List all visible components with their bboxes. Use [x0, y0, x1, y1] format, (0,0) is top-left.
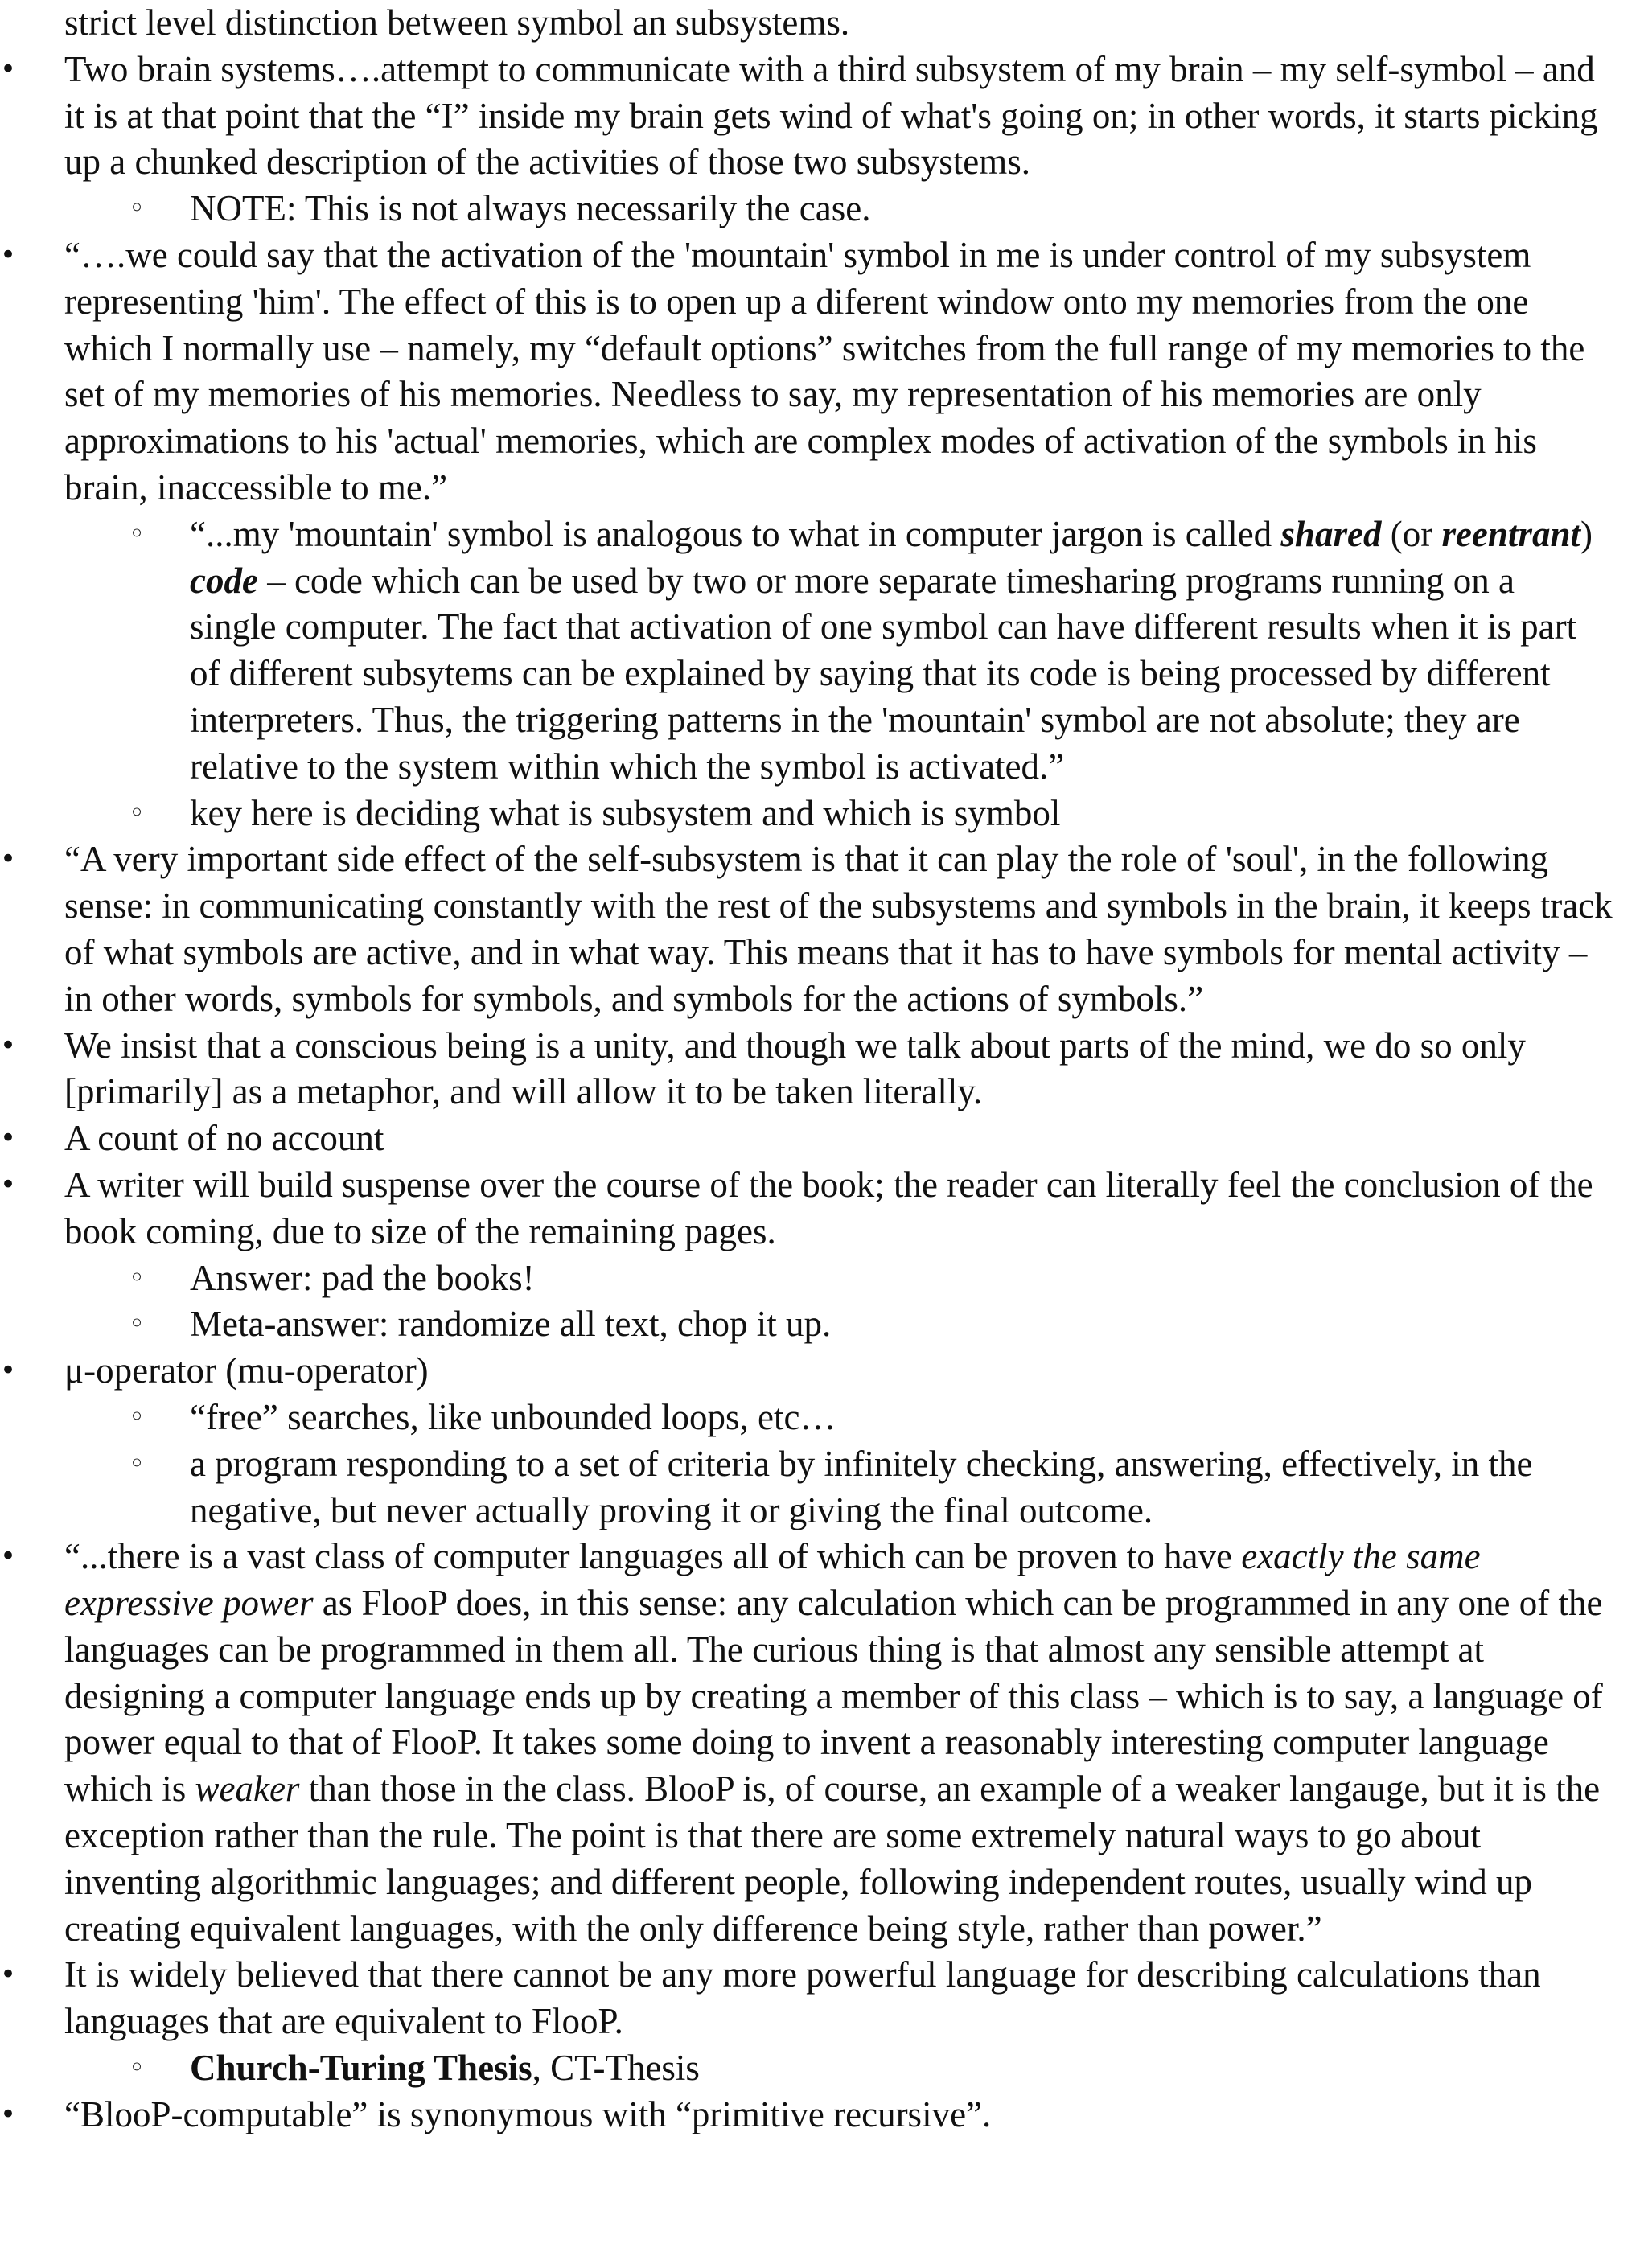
- bullet-icon: •: [0, 1168, 17, 1201]
- sub-list-item-text: [190, 514, 1593, 787]
- bold-church-turing: Church-Turing Thesis: [190, 2048, 532, 2089]
- text-run: “...my 'mountain' symbol is analogous to what in computer jargon is called: [190, 513, 1281, 554]
- sub-list-item: [64, 2045, 1620, 2092]
- sub-list-item-text: [190, 2048, 700, 2088]
- list-item: [0, 2092, 1644, 2139]
- list-item: [0, 1162, 1644, 1348]
- emphasis-reentrant: reentrant: [1441, 513, 1580, 554]
- text-run: , CT-Thesis: [532, 2048, 700, 2089]
- list-item-text: [64, 1536, 1603, 1948]
- sub-bullet-icon: ◦: [129, 1308, 146, 1341]
- bullet-icon: •: [0, 238, 17, 271]
- bullet-icon: •: [0, 843, 17, 876]
- sub-bullet-icon: ◦: [129, 2052, 146, 2085]
- sub-list: [64, 1255, 1620, 1349]
- sub-list-item: [64, 1301, 1620, 1348]
- sub-list-item-text: Meta-answer: randomize all text, chop it up.: [190, 1304, 832, 1345]
- text-run: – code which can be used by two or more separate timesharing programs running on a single computer. The fact that activation of one symbol can have different results when it is part of different subsytems can be explained by saying that its code is being processed by different interpreters. Thus, the triggering patterns in the 'mountain' symbol are not absolute; they are relative to the system within which the symbol is activated.”: [190, 560, 1577, 787]
- sub-list-item: [64, 1255, 1620, 1302]
- list-item: [0, 1534, 1644, 1952]
- sub-bullet-icon: ◦: [129, 1261, 146, 1294]
- list-item: [0, 47, 1644, 232]
- text-run: (or: [1381, 513, 1442, 554]
- bullet-icon: •: [0, 1122, 17, 1155]
- sub-list-item-text: Answer: pad the books!: [190, 1257, 535, 1298]
- sub-list: [64, 186, 1620, 232]
- sub-list-item: [64, 512, 1620, 791]
- emphasis-exactly-the-same: exactly the same expressive power: [64, 1536, 1481, 1624]
- list-item-text: Two brain systems….attempt to communicate with a third subsystem of my brain – my self-symbol – and it is at that point that the “I” inside my brain gets wind of what's going on; in other words, it starts picking up a chunked description of the activities of those two subsystems.: [64, 48, 1598, 183]
- list-item: [0, 1952, 1644, 2091]
- sub-bullet-icon: ◦: [129, 1400, 146, 1433]
- sub-list-item-text: a program responding to a set of criteria by infinitely checking, answering, effectively, in the negative, but never actually proving it or giving the final outcome.: [190, 1443, 1533, 1530]
- sub-bullet-icon: ◦: [129, 1447, 146, 1480]
- sub-bullet-icon: ◦: [129, 796, 146, 829]
- list-item-text: A writer will build suspense over the course of the book; the reader can literally feel the conclusion of the book coming, due to size of the remaining pages.: [64, 1164, 1593, 1251]
- sub-list-item-text: “free” searches, like unbounded loops, etc…: [190, 1396, 836, 1437]
- sub-list: [64, 512, 1620, 837]
- list-item-text: “BlooP-computable” is synonymous with “primitive recursive”.: [64, 2093, 992, 2134]
- sub-list-item-text: key here is deciding what is subsystem and which is symbol: [190, 792, 1061, 833]
- sub-list-item: [64, 1395, 1620, 1441]
- bullet-icon: •: [0, 1354, 17, 1387]
- bullet-icon: •: [0, 52, 17, 85]
- sub-list-item: [64, 1441, 1620, 1535]
- list-item-text: It is widely believed that there cannot be any more powerful language for describing calculations than languages that are equivalent to FlooP.: [64, 1954, 1541, 2042]
- list-item-text: “….we could say that the activation of the 'mountain' symbol in me is under control of my subsystem representing 'him'. The effect of this is to open up a diferent window onto my memories from the one which I normally use – namely, my “default options” switches from the full range of my memories to the set of my memories of his memories. Needless to say, my representation of his memories are only approximations to his 'actual' memories, which are complex modes of activation of the symbols in his brain, inaccessible to me.”: [64, 234, 1585, 507]
- sub-list: [64, 2045, 1620, 2092]
- emphasis-weaker: weaker: [195, 1769, 300, 1810]
- bullet-icon: •: [0, 1540, 17, 1573]
- bullet-icon: •: [0, 1958, 17, 1991]
- sub-list-item-text: NOTE: This is not always necessarily the case.: [190, 188, 871, 229]
- list-item-text: We insist that a conscious being is a unity, and though we talk about parts of the mind, we do so only [primarily] as a metaphor, and will allow it to be taken literally.: [64, 1025, 1526, 1112]
- text-run: as FlooP does, in this sense: any calculation which can be programmed in any one of the languages can be programmed in them all. The curious thing is that almost any sensible attempt at designing a computer language ends up by creating a member of this class – which is to say, a language of power equal to that of FlooP. It takes some doing to invent a reasonably interesting computer language which is: [64, 1583, 1603, 1810]
- bullet-list: [0, 47, 1644, 2139]
- text-run: ): [1580, 513, 1593, 554]
- sub-bullet-icon: ◦: [129, 517, 146, 550]
- text-run: than those in the class. BlooP is, of course, an example of a weaker langauge, but it is the exception rather than the rule. The point is that there are some extremely natural ways to go about inventing algorithmic languages; and different people, following independent routes, usually wind up creating equivalent languages, with the only difference being style, rather than power.”: [64, 1769, 1601, 1949]
- sub-list-item: [64, 791, 1620, 837]
- bullet-icon: •: [0, 1029, 17, 1062]
- list-item-text: “A very important side effect of the self-subsystem is that it can play the role of 'soul', in the following sense: in communicating constantly with the rest of the subsystems and symbols in the brain, it keeps track of what symbols are active, and in what way. This means that it has to have symbols for mental activity – in other words, symbols for symbols, and symbols for the actions of symbols.”: [64, 839, 1613, 1019]
- bullet-icon: •: [0, 2097, 17, 2130]
- list-item: [0, 1348, 1644, 1534]
- emphasis-shared: shared: [1280, 513, 1382, 554]
- intro-continuation: strict level distinction between symbol an subsystems.: [64, 2, 850, 43]
- emphasis-code: code: [190, 560, 258, 601]
- text-run: “...there is a vast class of computer languages all of which can be proven to have: [64, 1536, 1242, 1577]
- sub-bullet-icon: ◦: [129, 192, 146, 225]
- list-item-text: A count of no account: [64, 1118, 384, 1159]
- list-item: [0, 1023, 1644, 1116]
- sub-list-item: [64, 186, 1620, 232]
- list-item: [0, 1116, 1644, 1162]
- list-item-text: μ-operator (mu-operator): [64, 1350, 429, 1391]
- sub-list: [64, 1395, 1620, 1534]
- list-item: [0, 232, 1644, 836]
- list-item: [0, 836, 1644, 1022]
